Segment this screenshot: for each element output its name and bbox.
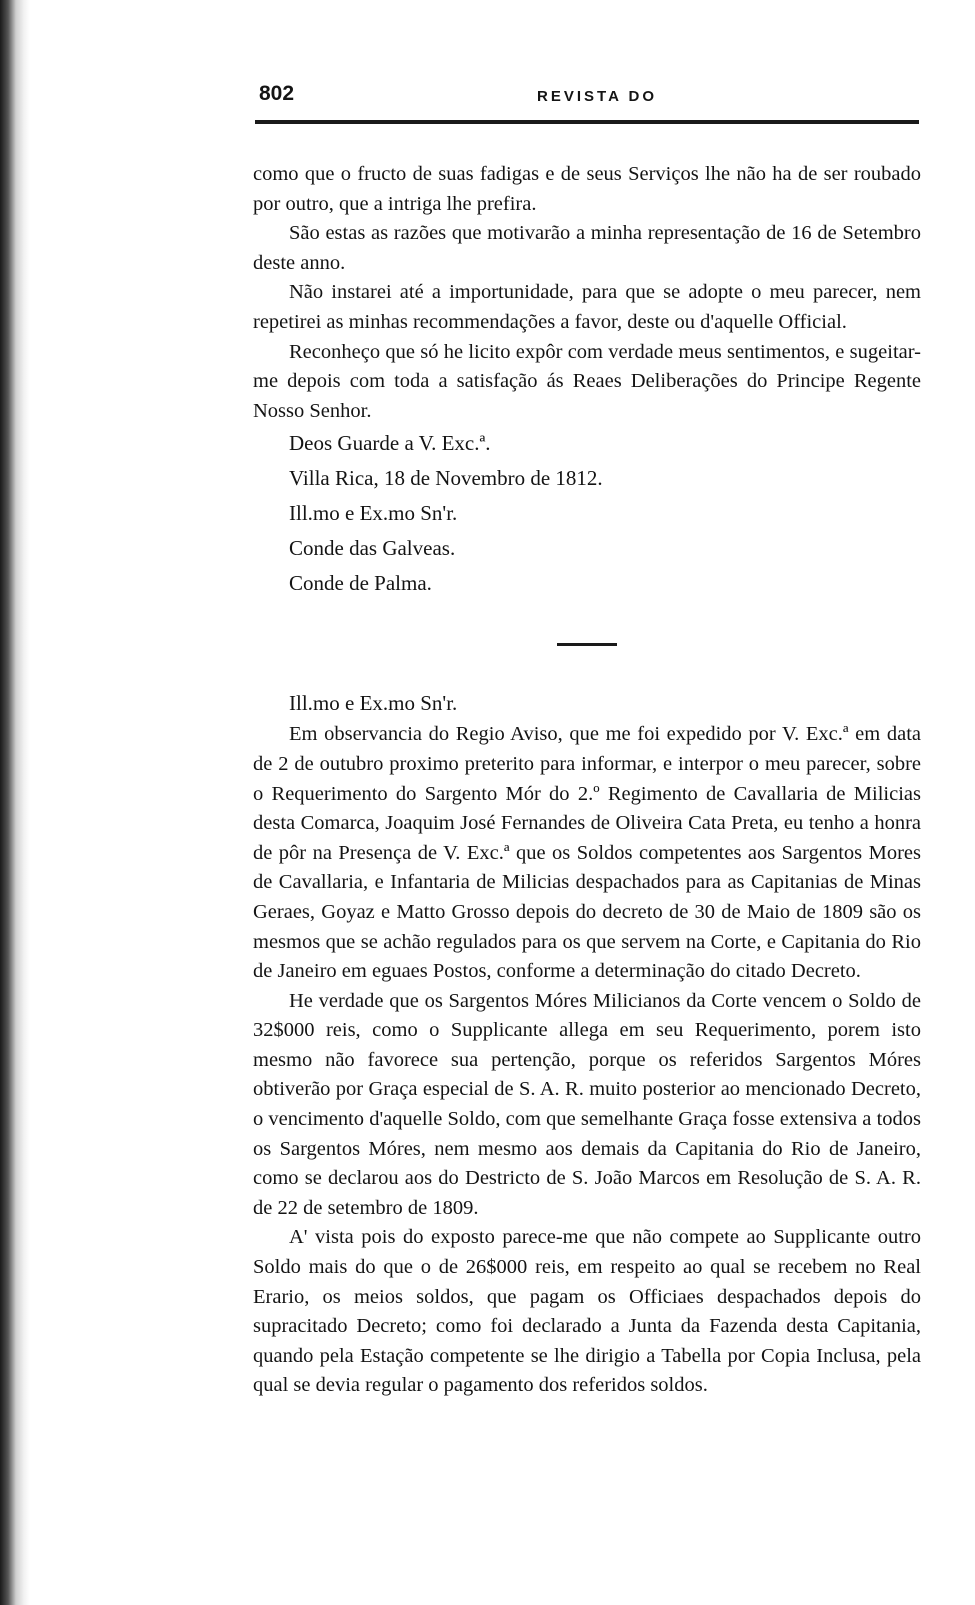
page-body bbox=[253, 160, 921, 1401]
running-head bbox=[247, 82, 919, 110]
letter2-salutation: Ill.mo e Ex.mo Sn'r. bbox=[289, 691, 458, 716]
addressee: Ill.mo e Ex.mo Sn'r. bbox=[289, 501, 458, 526]
letter2-paragraph-2: He verdade que os Sargentos Móres Milicianos da Corte vencem o Soldo de 32$000 reis, como o Supplicante allega em seu Requerimento, porem isto mesmo não favorece sua pertenção, porque os referidos Sargentos Móres obtiverão por Graça especial de S. A. R. muito posterior ao mencionado Decreto, o vencimento d'aquelle Soldo, com que semelhante Graça fosse extensiva a todos os Sargentos Móres, nem mesmo aos demais da Capitania do Rio de Janeiro, como se declarou aos do Destricto de S. João Marcos em Resolução de S. A. R. de 22 de setembro de 1809. bbox=[253, 989, 921, 1219]
page-number: 802 bbox=[259, 82, 295, 105]
closing-formula: Deos Guarde a V. Exc.ª. bbox=[289, 431, 491, 456]
section-divider bbox=[557, 643, 617, 646]
book-binding-edge bbox=[0, 0, 30, 1605]
place-date: Villa Rica, 18 de Novembro de 1812. bbox=[289, 466, 603, 491]
letter1-paragraph-4: Reconheço que só he licito expôr com verdade meus sentimentos, e sugeitar-me depois com toda a satisfação ás Reaes Deliberações do Principe Regente Nosso Senhor. bbox=[253, 340, 921, 422]
letter2-paragraph-1: Em observancia do Regio Aviso, que me foi expedido por V. Exc.ª em data de 2 de outubro proximo preterito para informar, e interpor o meu parecer, sobre o Requerimento do Sargento Mór do 2.º Regimento de Cavallaria de Milicias desta Comarca, Joaquim José Fernandes de Oliveira Cata Preta, eu tenho a honra de pôr na Presença de V. Exc.ª que os Soldos competentes aos Sargentos Mores de Cavallaria, e Infantaria de Milicias despachados para as Capitanias de Minas Geraes, Goyaz e Matto Grosso depois do decreto de 30 de Maio de 1809 são os mesmos que se achão regulados para os que servem na Corte, e Capitania do Rio de Janeiro em eguaes Postos, conforme a determinação do citado Decreto. bbox=[253, 723, 921, 983]
letter1-paragraph-3: Não instarei até a importunidade, para que se adopte o meu parecer, nem repetirei as minhas recommendações a favor, deste ou d'aquelle Official. bbox=[253, 281, 921, 333]
document-page bbox=[247, 82, 921, 1397]
header-rule bbox=[255, 120, 919, 124]
letter2-paragraph-3: A' vista pois do exposto parece-me que não compete ao Supplicante outro Soldo mais do que o de 26$000 reis, em respeito ao qual se recebem no Real Erario, os meios soldos, que pagam os Officiaes despachados depois do supracitado Decreto; como foi declarado a Junta da Fazenda desta Capitania, quando pela Estação competente se lhe dirigio a Tabella por Copia Inclusa, pela qual se devia regular o pagamento dos referidos soldos. bbox=[253, 1226, 921, 1397]
journal-title: REVISTA DO bbox=[537, 88, 658, 105]
signature: Conde de Palma. bbox=[289, 571, 432, 596]
letter1-paragraph-1: como que o fructo de suas fadigas e de seus Serviços lhe não ha de ser roubado por outro, que a intriga lhe prefira. bbox=[253, 163, 921, 215]
recipient-name: Conde das Galveas. bbox=[289, 536, 456, 561]
letter1-paragraph-2: São estas as razões que motivarão a minha representação de 16 de Setembro deste anno. bbox=[253, 222, 921, 274]
